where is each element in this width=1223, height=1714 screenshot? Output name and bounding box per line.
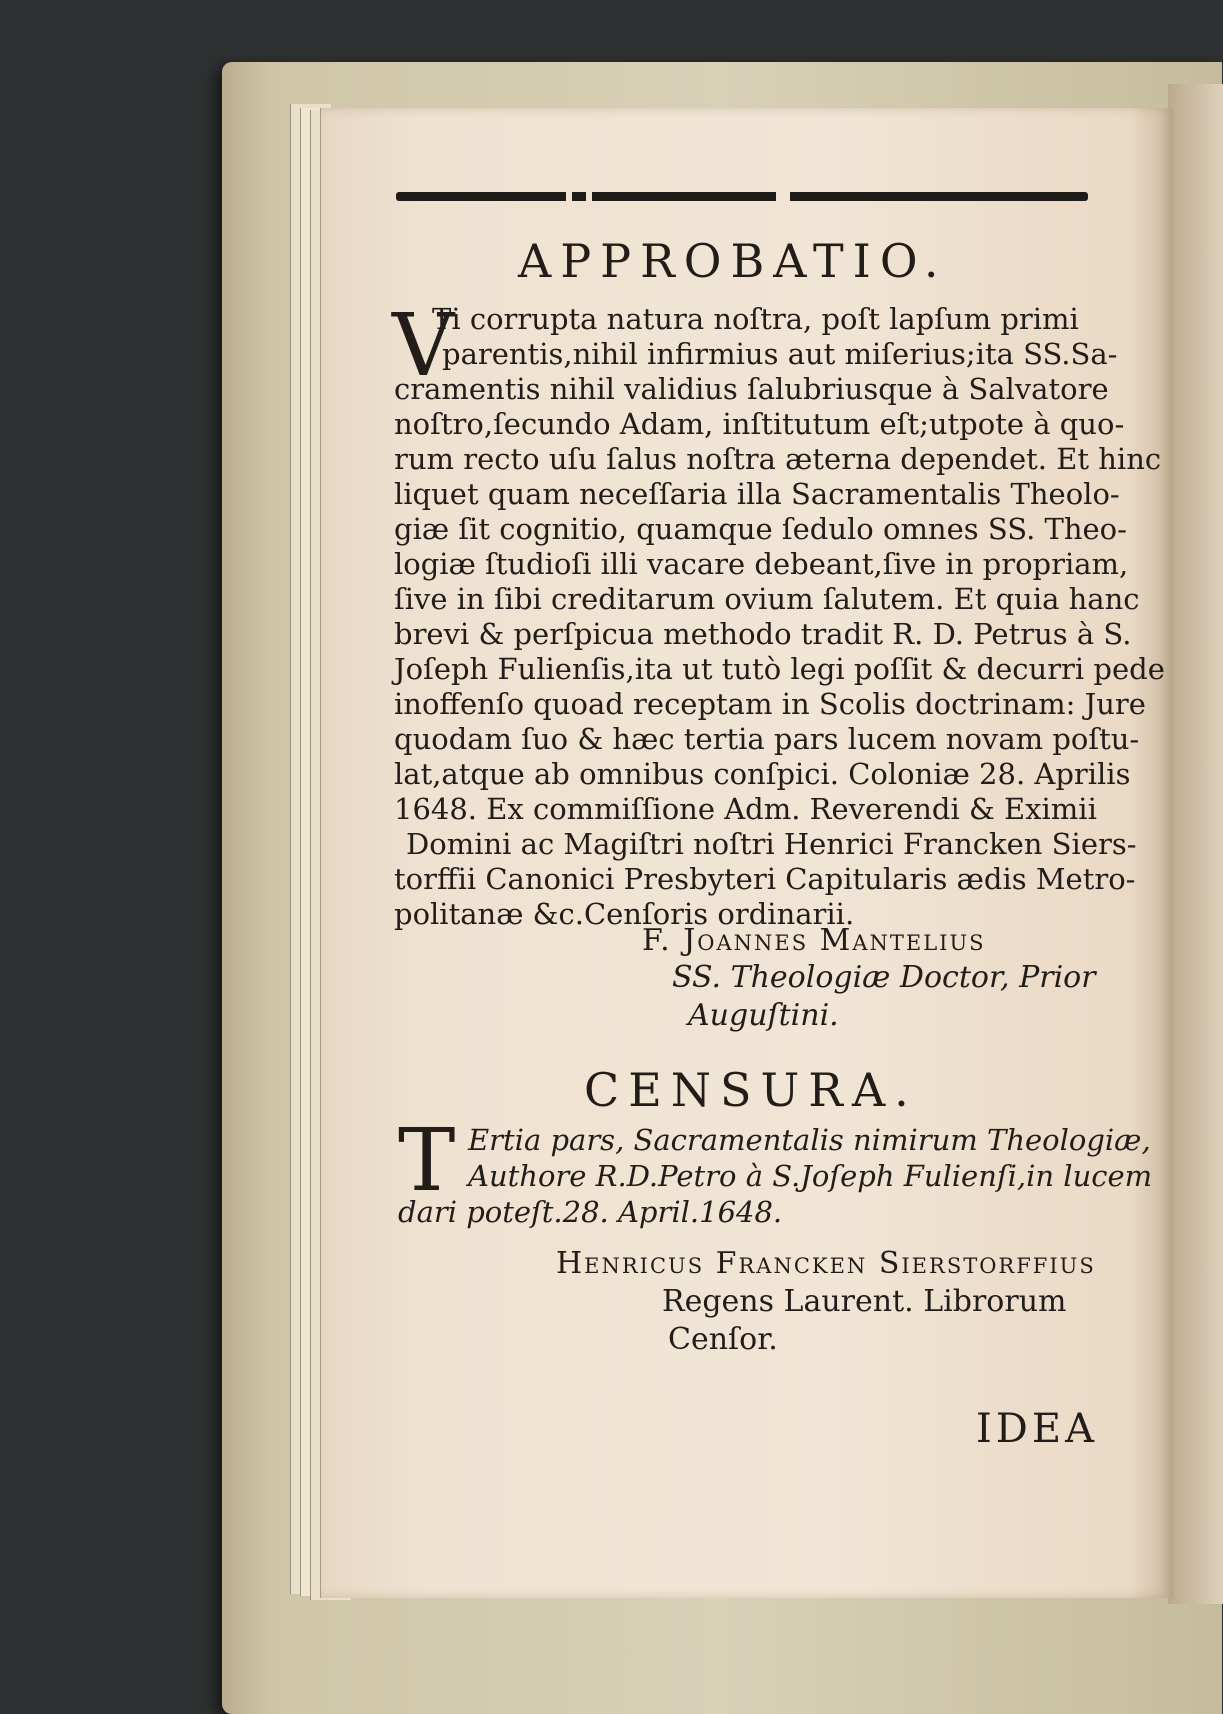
approbatio-line: ſive in ſibi creditarum ovium ſalutem. Et quia hanc bbox=[394, 582, 1140, 616]
approbatio-line: Domini ac Magiſtri noſtri Henrici Francken Siers- bbox=[406, 827, 1137, 861]
approbatio-line: Joſeph Fulienſis,ita ut tutò legi poſſit & decurri pede bbox=[394, 652, 1165, 686]
censura-title: CENSURA. bbox=[584, 1063, 918, 1117]
catchword: IDEA bbox=[976, 1406, 1098, 1452]
approbatio-line: cramentis nihil validius ſalubriusque à Salvatore bbox=[394, 372, 1109, 406]
approbatio-line: Ti corrupta natura noſtra, poſt lapſum primi bbox=[432, 302, 1079, 336]
censura-signature-name: Henricus Francken Sierſtorffius bbox=[556, 1246, 1096, 1281]
approbatio-line: liquet quam neceſſaria illa Sacramentalis Theolo- bbox=[394, 477, 1120, 511]
approbatio-line: quodam ſuo & hæc tertia pars lucem novam poſtu- bbox=[394, 722, 1140, 756]
approbatio-line: inoffenſo quoad receptam in Scolis doctrinam: Jure bbox=[394, 687, 1146, 721]
ornamental-rule bbox=[396, 192, 1088, 201]
approbatio-line: brevi & perſpicua methodo tradit R. D. Petrus à S. bbox=[394, 617, 1132, 651]
approbatio-line: politanæ &c.Cenſoris ordinarii. bbox=[394, 897, 855, 931]
censura-line: Ertia pars, Sacramentalis nimirum Theologiæ, bbox=[468, 1123, 1151, 1157]
adjacent-page-edge bbox=[1168, 84, 1223, 1604]
approbatio-drop-cap: V bbox=[392, 296, 455, 396]
censura-line: Authore R.D.Petro à S.Joſeph Fulienſi,in lucem bbox=[468, 1159, 1153, 1193]
censura-signature-title: Regens Laurent. Librorum bbox=[662, 1284, 1067, 1319]
approbatio-line: rum recto uſu ſalus noſtra æterna dependet. Et hinc bbox=[394, 442, 1162, 476]
approbatio-line: torffii Canonici Presbyteri Capitularis ædis Metro- bbox=[394, 862, 1136, 896]
approbatio-signature-name: F. Joannes Mantelius bbox=[642, 923, 986, 958]
approbatio-title: APPROBATIO. bbox=[518, 234, 948, 288]
approbatio-line: logiæ ſtudioſi illi vacare debeant,ſive in propriam, bbox=[394, 547, 1129, 581]
censura-line: dari poteſt.28. April.1648. bbox=[398, 1195, 783, 1229]
approbatio-line: lat,atque ab omnibus conſpici. Coloniæ 28. Aprilis bbox=[394, 757, 1131, 791]
approbatio-line: parentis,nihil infirmius aut miſerius;ita SS.Sa- bbox=[442, 337, 1118, 371]
censura-drop-cap: T bbox=[398, 1111, 456, 1211]
censura-signature-office: Cenſor. bbox=[668, 1322, 778, 1357]
approbatio-line: noſtro,ſecundo Adam, inſtitutum eſt;utpote à quo- bbox=[394, 407, 1125, 441]
approbatio-line: giæ ſit cognitio, quamque ſedulo omnes SS. Theo- bbox=[394, 512, 1127, 546]
approbatio-signature-order: Auguſtini. bbox=[688, 998, 839, 1033]
approbatio-signature-title: SS. Theologiæ Doctor, Prior bbox=[672, 960, 1096, 995]
approbatio-line: 1648. Ex commiſſione Adm. Reverendi & Eximii bbox=[394, 792, 1097, 826]
